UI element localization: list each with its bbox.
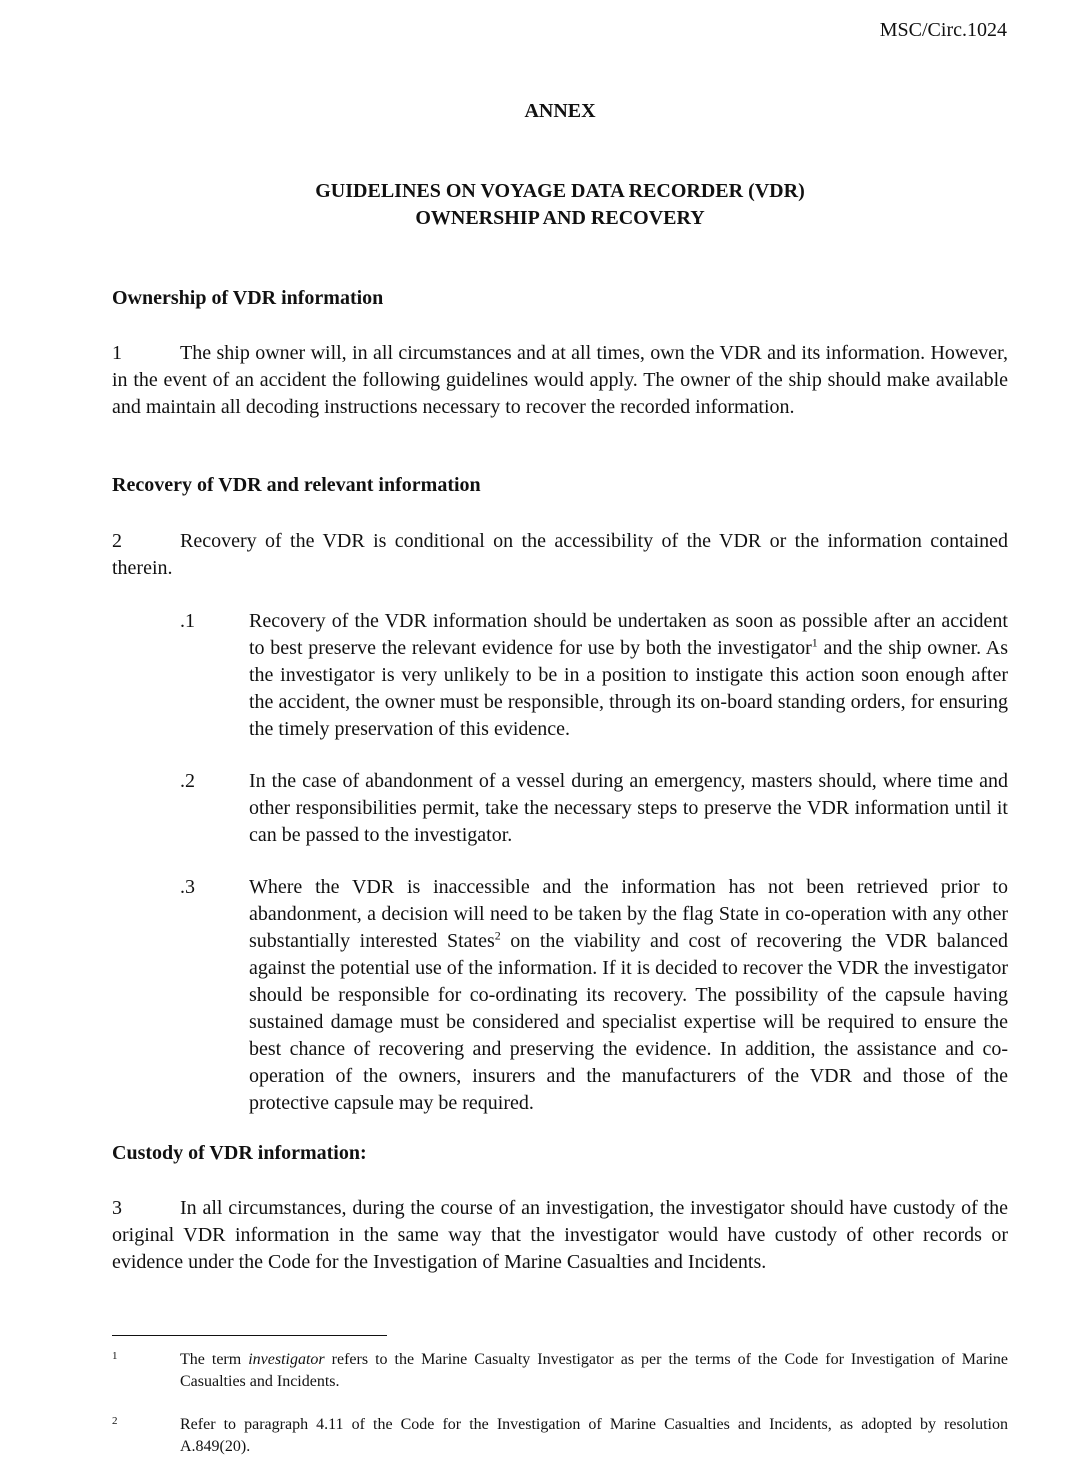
footnote-number: 2 [112,1415,118,1427]
paragraph-number: 2 [112,530,122,552]
footnote-text-part: refers to the Marine Casualty Investigator as per the terms of the Code for Investigation of Marine Casualties and Incidents. [180,1351,1009,1390]
title-line-2: OWNERSHIP AND RECOVERY [415,207,705,229]
subitem-number: .2 [180,770,195,792]
subitem-text [249,608,1008,743]
subitem-text-part: Where the VDR is inaccessible and the information has not been retrieved prior to abandonment, a decision will need to be taken by the flag State in co-operation with any other substantially interested States [249,876,1008,952]
title-line-1: GUIDELINES ON VOYAGE DATA RECORDER (VDR) [315,180,805,202]
section-heading-custody: Custody of VDR information: [112,1142,367,1164]
subitem-2 [180,768,1008,849]
section-heading-recovery: Recovery of VDR and relevant information [112,474,481,496]
paragraph-3 [112,1195,1008,1276]
subitem-3 [180,874,1008,1117]
footnote-text: Refer to paragraph 4.11 of the Code for the Investigation of Marine Casualties and Incidents, as adopted by resolution A.849(20). [180,1416,1008,1455]
footnote-ref-2[interactable]: 2 [494,928,501,943]
section-heading-ownership: Ownership of VDR information [112,287,384,309]
annex-label: ANNEX [524,100,596,122]
subitem-text: In the case of abandonment of a vessel during an emergency, masters should, where time and other responsibilities permit, take the necessary steps to preserve the VDR information until it can be passed to the investigator. [249,770,1008,846]
subitem-number: .1 [180,610,195,632]
subitem-text-part: and the ship owner. As the investigator is very unlikely to be in a position to instigate this action soon enough after the accident, the owner must be responsible, through its on-board standing orders, for ensuring the timely preservation of this evidence. [249,637,1008,740]
footnote-text [180,1349,1008,1393]
subitem-text-part: on the viability and cost of recovering the VDR balanced against the potential use of the information. If it is decided to recover the VDR the investigator should be responsible for co-ordinating its recovery. The possibility of the capsule having sustained damage must be considered and specialist expertise will be required to ensure the best chance of recovering and preserving the evidence. In addition, the assistance and co-operation of the owners, insurers and the manufacturers of the VDR and those of the protective capsule may be required. [249,930,1008,1114]
footnote-text-part: The term [180,1351,249,1368]
paragraph-2 [112,528,1008,582]
subitem-text-part: Recovery of the VDR information should be undertaken as soon as possible after an accident to best preserve the relevant evidence for use by both the investigator [249,610,1008,659]
paragraph-text: The ship owner will, in all circumstances and at all times, own the VDR and its information. However, in the event of an accident the following guidelines would apply. The owner of the ship should make available and maintain all decoding instructions necessary to recover the recorded information. [112,342,1008,418]
footnote-number: 1 [112,1350,118,1362]
footnote-1 [112,1349,1008,1393]
footnote-separator [112,1335,387,1336]
document-title [112,178,1008,232]
subitem-text [249,874,1008,1117]
paragraph-number: 1 [112,342,122,364]
document-reference: MSC/Circ.1024 [879,19,1007,41]
footnote-ref-1[interactable]: 1 [811,635,818,650]
subitem-1 [180,608,1008,743]
paragraph-1 [112,340,1008,421]
footnote-2 [112,1414,1008,1458]
paragraph-number: 3 [112,1197,122,1219]
footnote-emphasis: investigator [248,1351,325,1368]
paragraph-text: Recovery of the VDR is conditional on the accessibility of the VDR or the information contained therein. [112,530,1008,579]
subitem-number: .3 [180,876,195,898]
paragraph-text: In all circumstances, during the course of an investigation, the investigator should have custody of the original VDR information in the same way that the investigator would have custody of other records or evidence under the Code for the Investigation of Marine Casualties and Incidents. [112,1197,1008,1273]
